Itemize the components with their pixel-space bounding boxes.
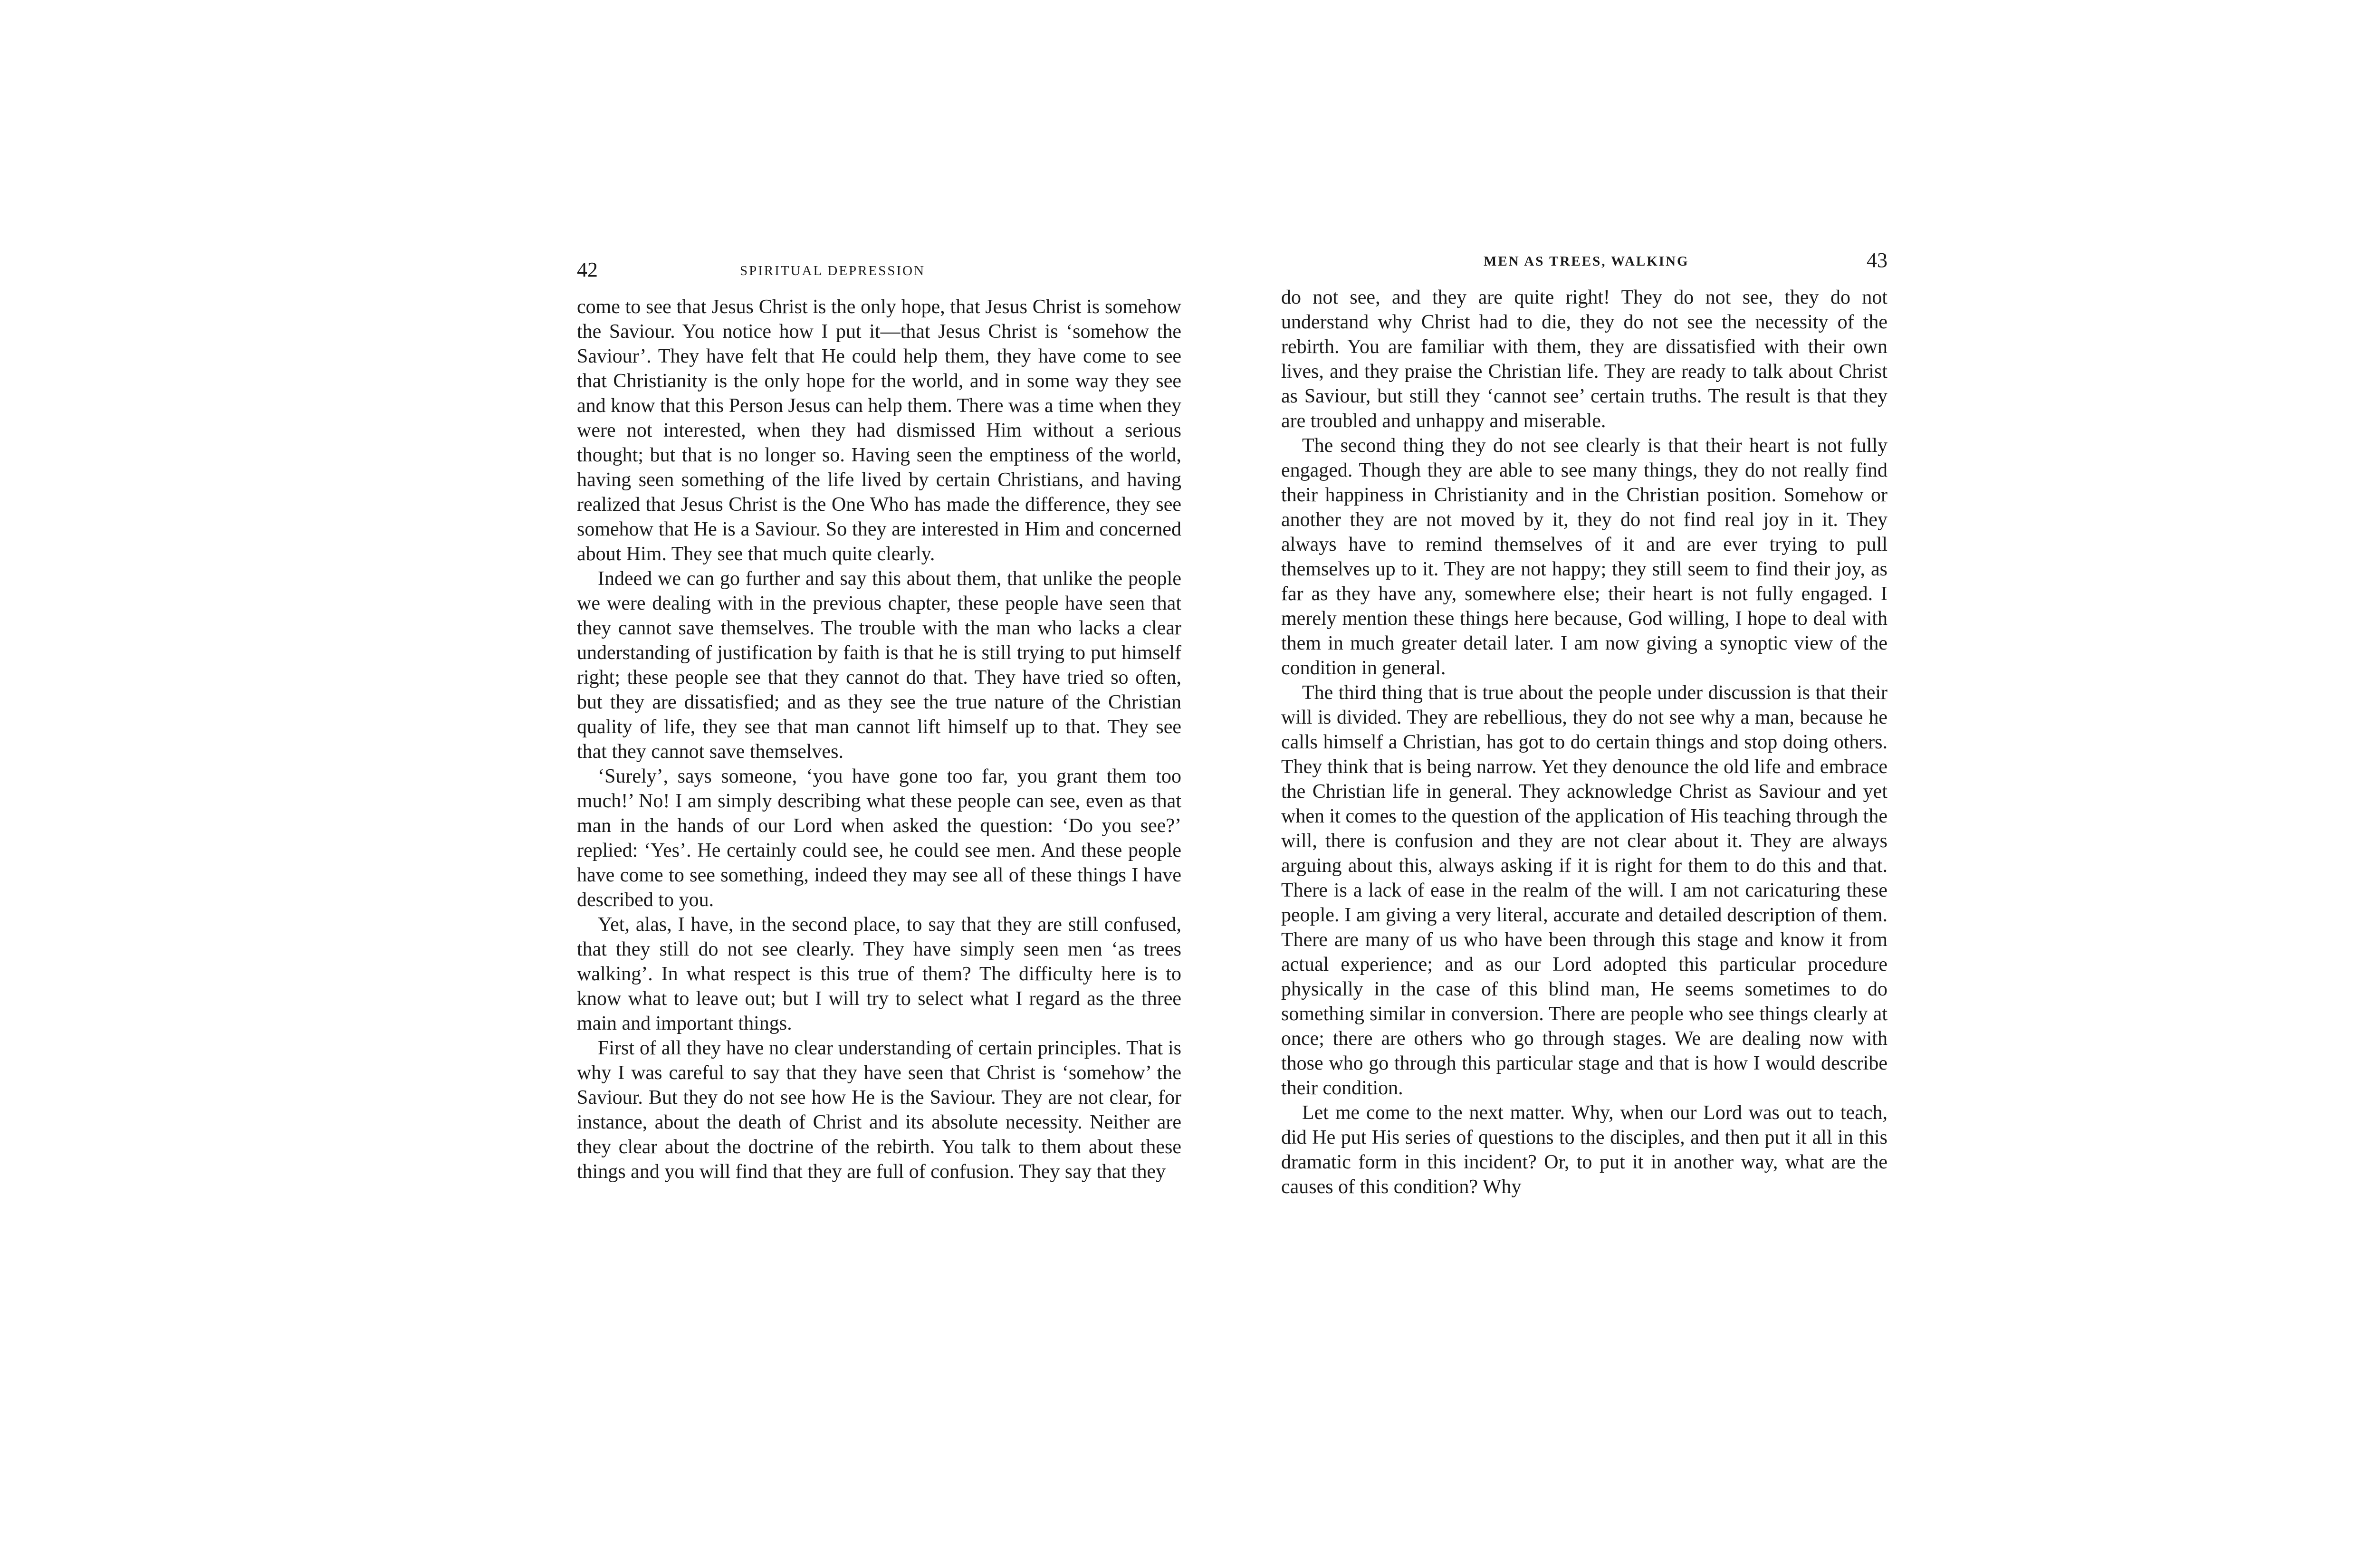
paragraph: First of all they have no clear understanding of certain principles. That is why I was careful to say that they have seen that Christ is ‘somehow’ the Saviour. But they do not see how He is the Saviour. They are not clear, for instance, about the death of Christ and its absolute necessity. Neither are they clear about the doctrine of the rebirth. You talk to them about these things and you will find that they are full of confusion. They say that they: [577, 1037, 1181, 1183]
right-page: [1281, 247, 1887, 1199]
right-page-header: [1281, 247, 1887, 285]
running-head-right: MEN AS TREES, WALKING: [1484, 254, 1689, 269]
right-page-body: [1281, 285, 1887, 1199]
left-page: [577, 257, 1181, 1184]
paragraph: The second thing they do not see clearly is that their heart is not fully engaged. Though they are able to see many things, they do not really find their happiness in Christianity and in the Christian position. Somehow or another they are not moved by it, they do not find real joy in it. They always have to remind themselves of it and are ever trying to pull themselves up to it. They are not happy; they still seem to find their joy, as far as they have any, somewhere else; their heart is not fully engaged. I merely mention these things here because, God willing, I hope to deal with them in much greater detail later. I am now giving a synoptic view of the condition in general.: [1281, 435, 1887, 679]
paragraph: The third thing that is true about the people under discussion is that their will is divided. They are rebellious, they do not see why a man, because he calls himself a Christian, has got to do certain things and stop doing others. They think that is being narrow. Yet they denounce the old life and embrace the Christian life in general. They acknowledge Christ as Saviour and yet when it comes to the question of the application of His teaching through the will, there is confusion and they are not clear about it. They are always arguing about this, always asking if it is right for them to do this and that. There is a lack of ease in the realm of the will. I am not caricaturing these people. I am giving a very literal, accurate and detailed description of them. There are many of us who have been through this stage and know it from actual experience; and as our Lord adopted this particular procedure physically in the case of this blind man, He seems sometimes to do something similar in conversion. There are people who see things clearly at once; there are others who go through stages. We are dealing now with those who go through this particular stage and that is how I would describe their condition.: [1281, 682, 1887, 1099]
paragraph: Let me come to the next matter. Why, when our Lord was out to teach, did He put His series of questions to the disciples, and then put it all in this dramatic form in this incident? Or, to put it in another way, what are the causes of this condition? Why: [1281, 1102, 1887, 1198]
paragraph: Yet, alas, I have, in the second place, to say that they are still confused, that they still do not see clearly. They have simply seen men ‘as trees walking’. In what respect is this true of them? The difficulty here is to know what to leave out; but I will try to select what I regard as the three main and important things.: [577, 914, 1181, 1034]
paragraph: come to see that Jesus Christ is the only hope, that Jesus Christ is somehow the Saviour. You notice how I put it—that Jesus Christ is ‘somehow the Saviour’. They have felt that He could help them, they have come to see that Christianity is the only hope for the world, and in some way they see and know that this Person Jesus can help them. There was a time when they were not interested, when they had dismissed Him without a serious thought; but that is no longer so. Having seen the emptiness of the world, having seen something of the life lived by certain Christians, and having realized that Jesus Christ is the One Who has made the difference, they see somehow that He is a Saviour. So they are interested in Him and concerned about Him. They see that much quite clearly.: [577, 296, 1181, 565]
page-number-right: 43: [1867, 249, 1887, 272]
running-head-left: SPIRITUAL DEPRESSION: [740, 263, 926, 278]
page-number-left: 42: [577, 258, 598, 281]
paragraph: ‘Surely’, says someone, ‘you have gone too far, you grant them too much!’ No! I am simply describing what these people can see, even as that man in the hands of our Lord when asked the question: ‘Do you see?’ replied: ‘Yes’. He certainly could see, he could see men. And these people have come to see something, indeed they may see all of these things I have described to you.: [577, 765, 1181, 911]
left-page-body: [577, 295, 1181, 1184]
paragraph: do not see, and they are quite right! They do not see, they do not understand why Christ had to die, they do not see the necessity of the rebirth. You are familiar with them, they are dissatisfied with their own lives, and they praise the Christian life. They are ready to talk about Christ as Saviour, but still they ‘cannot see’ certain truths. The result is that they are troubled and unhappy and miserable.: [1281, 287, 1887, 432]
left-page-header: [577, 257, 1181, 295]
paragraph: Indeed we can go further and say this about them, that unlike the people we were dealing with in the previous chapter, these people have seen that they cannot save themselves. The trouble with the man who lacks a clear understanding of justification by faith is that he is still trying to put himself right; these people see that they cannot do that. They have tried so often, but they are dissatisfied; and as they see the true nature of the Christian quality of life, they see that man cannot lift himself up to that. They see that they cannot save themselves.: [577, 568, 1181, 763]
